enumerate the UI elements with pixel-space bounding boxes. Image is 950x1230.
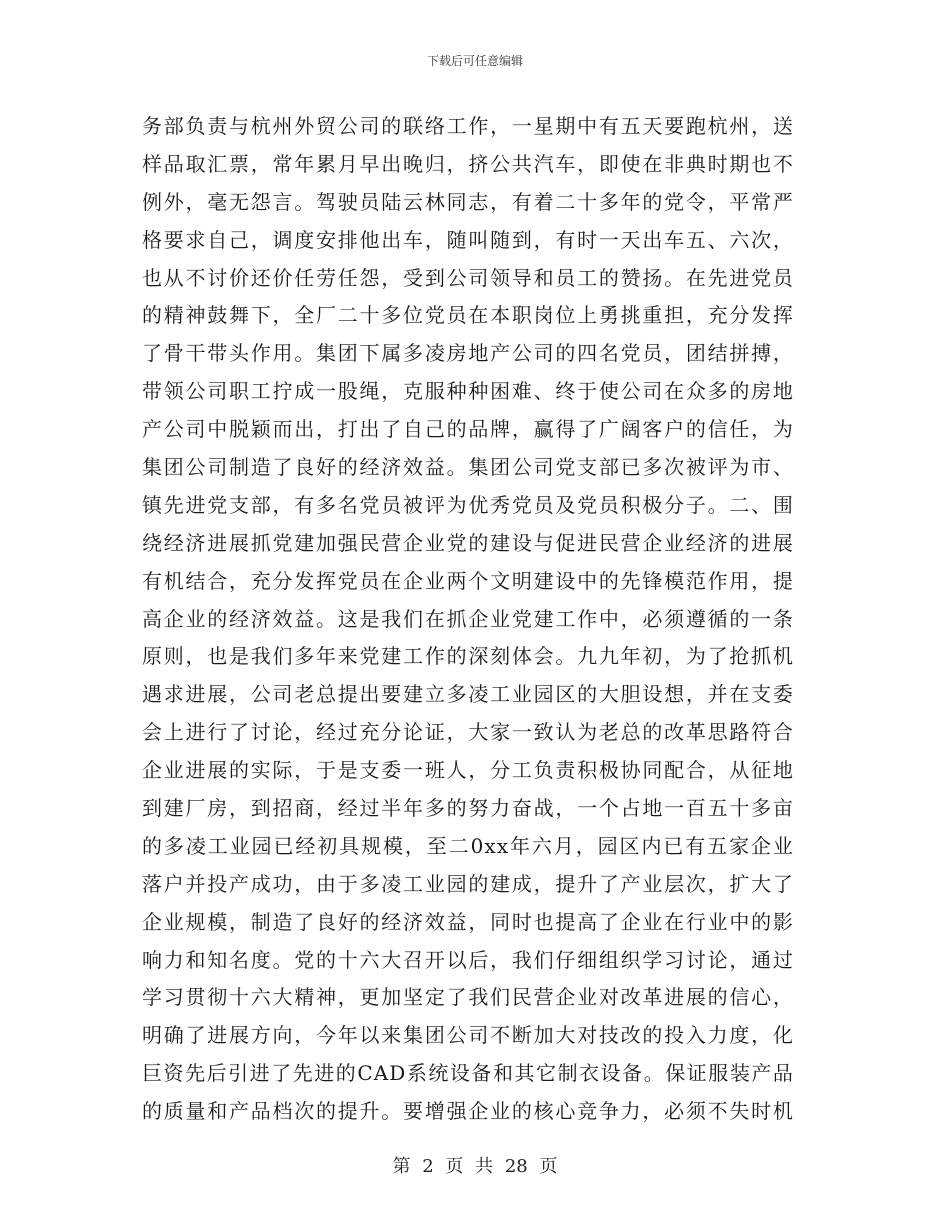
text-line: 带领公司职工拧成一股绳，克服种种困难、终于使公司在众多的房地 (142, 379, 794, 404)
text-line: 了骨干带头作用。集团下属多凌房地产公司的四名党员，团结拼搏， (142, 341, 794, 366)
text-line: 到建厂房，到招商，经过半年多的努力奋战，一个占地一百五十多亩 (142, 796, 794, 821)
text-line: 遇求进展，公司老总提出要建立多凌工业园区的大胆设想，并在支委 (142, 682, 794, 707)
body-text (142, 108, 794, 1131)
text-line: 学习贯彻十六大精神，更加坚定了我们民营企业对改革进展的信心， (142, 985, 794, 1010)
header-note: 下载后可任意编辑 (426, 54, 523, 68)
text-line: 绕经济进展抓党建加强民营企业党的建设与促进民营企业经济的进展 (142, 530, 794, 555)
text-line: 明确了进展方向，今年以来集团公司不断加大对技改的投入力度，化 (142, 1023, 794, 1048)
text-line: 集团公司制造了良好的经济效益。集团公司党支部已多次被评为市、 (142, 455, 794, 480)
text-line: 的质量和产品档次的提升。要增强企业的核心竞争力，必须不失时机 (142, 1099, 794, 1124)
text-line: 原则，也是我们多年来党建工作的深刻体会。九九年初，为了抢抓机 (142, 644, 794, 669)
text-line: 落户并投产成功，由于多凌工业园的建成，提升了产业层次，扩大了 (142, 871, 794, 896)
text-line: 务部负责与杭州外贸公司的联络工作，一星期中有五天要跑杭州，送 (142, 114, 794, 138)
text-line: 的精神鼓舞下，全厂二十多位党员在本职岗位上勇挑重担，充分发挥 (142, 303, 794, 328)
text-line: 例外，毫无怨言。驾驶员陆云林同志，有着二十多年的党令，平常严 (142, 189, 794, 214)
text-line: 也从不讨价还价任劳任怨，受到公司领导和员工的赞扬。在先进党员 (142, 265, 794, 290)
text-line: 巨资先后引进了先进的CAD系统设备和其它制衣设备。保证服装产品 (142, 1061, 794, 1086)
text-line: 产公司中脱颖而出，打出了自己的品牌，赢得了广阔客户的信任，为 (142, 417, 794, 442)
text-line: 有机结合，充分发挥党员在企业两个文明建设中的先锋模范作用，提 (142, 568, 794, 593)
text-line: 的多凌工业园已经初具规模，至二0xx年六月，园区内已有五家企业 (142, 833, 794, 858)
text-line: 响力和知名度。党的十六大召开以后，我们仔细组织学习讨论，通过 (142, 947, 794, 972)
text-line: 高企业的经济效益。这是我们在抓企业党建工作中，必须遵循的一条 (142, 606, 794, 631)
text-line: 企业规模，制造了良好的经济效益，同时也提高了企业在行业中的影 (142, 909, 794, 934)
text-line: 企业进展的实际，于是支委一班人，分工负责积极协同配合，从征地 (142, 758, 794, 783)
text-line: 样品取汇票，常年累月早出晚归，挤公共汽车，即使在非典时期也不 (142, 151, 794, 176)
page-number-footer: 第 2 页 共 28 页 (392, 1156, 558, 1177)
text-line: 会上进行了讨论，经过充分论证，大家一致认为老总的改革思路符合 (142, 720, 794, 745)
text-line: 镇先进党支部，有多名党员被评为优秀党员及党员积极分子。二、围 (142, 492, 794, 517)
text-line: 格要求自己，调度安排他出车，随叫随到，有时一天出车五、六次， (142, 227, 794, 252)
